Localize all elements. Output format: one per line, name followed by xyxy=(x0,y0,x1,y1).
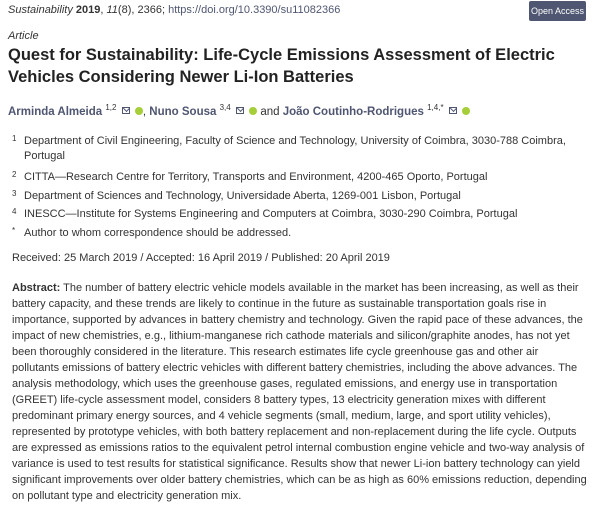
mail-icon[interactable] xyxy=(449,107,457,114)
affiliation-text: CITTA—Research Centre for Territory, Transports and Environment, 4200-465 Oporto, Portugal xyxy=(24,171,488,183)
publication-dates: Received: 25 March 2019 / Accepted: 16 April 2019 / Published: 20 April 2019 xyxy=(12,252,390,264)
affiliation-text: Department of Sciences and Technology, Universidade Aberta, 1269-001 Lisbon, Portugal xyxy=(24,190,461,202)
affiliation-item xyxy=(12,170,584,185)
author-name-sousa[interactable]: Nuno Sousa xyxy=(149,105,217,118)
affiliation-number: * xyxy=(12,226,16,235)
doi-link[interactable]: https://doi.org/10.3390/su11082366 xyxy=(168,4,341,16)
author-list xyxy=(8,103,470,118)
mail-icon[interactable] xyxy=(236,107,244,114)
author-separator-and: and xyxy=(260,105,280,118)
article-title: Quest for Sustainability: Life-Cycle Emissions Assessment of Electric Vehicles Considering Newer Li-Ion Batteries xyxy=(8,46,555,86)
author-affil-sup: 1,4,* xyxy=(427,103,444,112)
abstract-label: Abstract: xyxy=(12,282,61,294)
affiliation-number: 4 xyxy=(12,207,17,216)
affiliation-number: 1 xyxy=(12,134,17,143)
orcid-icon[interactable] xyxy=(249,107,257,115)
citation-issue-pages: (8), 2366; xyxy=(117,4,166,16)
affiliation-item xyxy=(12,207,584,222)
affiliation-text: Author to whom correspondence should be addressed. xyxy=(24,227,292,239)
citation-line: Sustainability 2019, 11(8), 2366; https://doi.org/10.3390/su11082366 xyxy=(8,4,341,16)
author-separator: , xyxy=(142,105,147,118)
author-name-almeida[interactable]: Arminda Almeida xyxy=(8,105,103,118)
affiliation-number: 2 xyxy=(12,170,17,179)
affiliation-item xyxy=(12,189,584,204)
author-affil-sup: 1,2 xyxy=(105,103,117,112)
affiliation-number: 3 xyxy=(12,189,17,198)
author-name-coutinho-rodrigues[interactable]: João Coutinho-Rodrigues xyxy=(282,105,424,118)
affiliation-text: Department of Civil Engineering, Faculty of Science and Technology, University of Coimbra, 3030-788 Coimbra, Portugal xyxy=(24,135,566,162)
author-affil-sup: 3,4 xyxy=(219,103,231,112)
correspondence-note xyxy=(12,226,584,241)
article-type: Article xyxy=(8,30,39,42)
open-access-badge[interactable]: Open Access xyxy=(529,1,586,21)
abstract-text: The number of battery electric vehicle models available in the market has been increasing, as well as their battery capacity, and these trends are likely to continue in the future as sustainable transportation goals rise in importance, supported by advances in battery chemistry and technology. Given the rapid pace of these advances, the impact of new chemistries, e.g., lithium-manganese rich cathode materials and silicon/graphite anodes, has not yet been thoroughly considered in the literature. This research estimates life cycle greenhouse gas and other air pollutants emissions of battery electric vehicles with different battery chemistries, including the above advances. The analysis methodology, which uses the greenhouse gases, regulated emissions, and energy use in transportation (GREET) life-cycle assessment model, considers 8 battery types, 13 electricity generation mixes with different predominant primary energy sources, and 4 vehicle segments (small, medium, large, and sport utility vehicles), represented by prototype vehicles, with both battery replacement and non-replacement during the life cycle. Outputs are expressed as emissions ratios to the equivalent petrol internal combustion engine vehicle and two-way analysis of variance is used to test results for statistical significance. Results show that newer Li-ion battery technology can yield significant improvements over older battery chemistries, which can be as high as 60% emissions reduction, depending on pollutant type and electricity generation mix. xyxy=(12,282,587,502)
orcid-icon[interactable] xyxy=(135,107,143,115)
citation-year: 2019 xyxy=(75,4,101,16)
citation-volume: 11 xyxy=(106,4,118,16)
abstract xyxy=(12,280,587,504)
journal-name: Sustainability xyxy=(8,4,73,16)
orcid-icon[interactable] xyxy=(462,107,470,115)
mail-icon[interactable] xyxy=(122,107,130,114)
affiliation-text: INESCC—Institute for Systems Engineering and Computers at Coimbra, 3030-290 Coimbra, Portugal xyxy=(24,208,518,220)
affiliation-item xyxy=(12,134,584,164)
